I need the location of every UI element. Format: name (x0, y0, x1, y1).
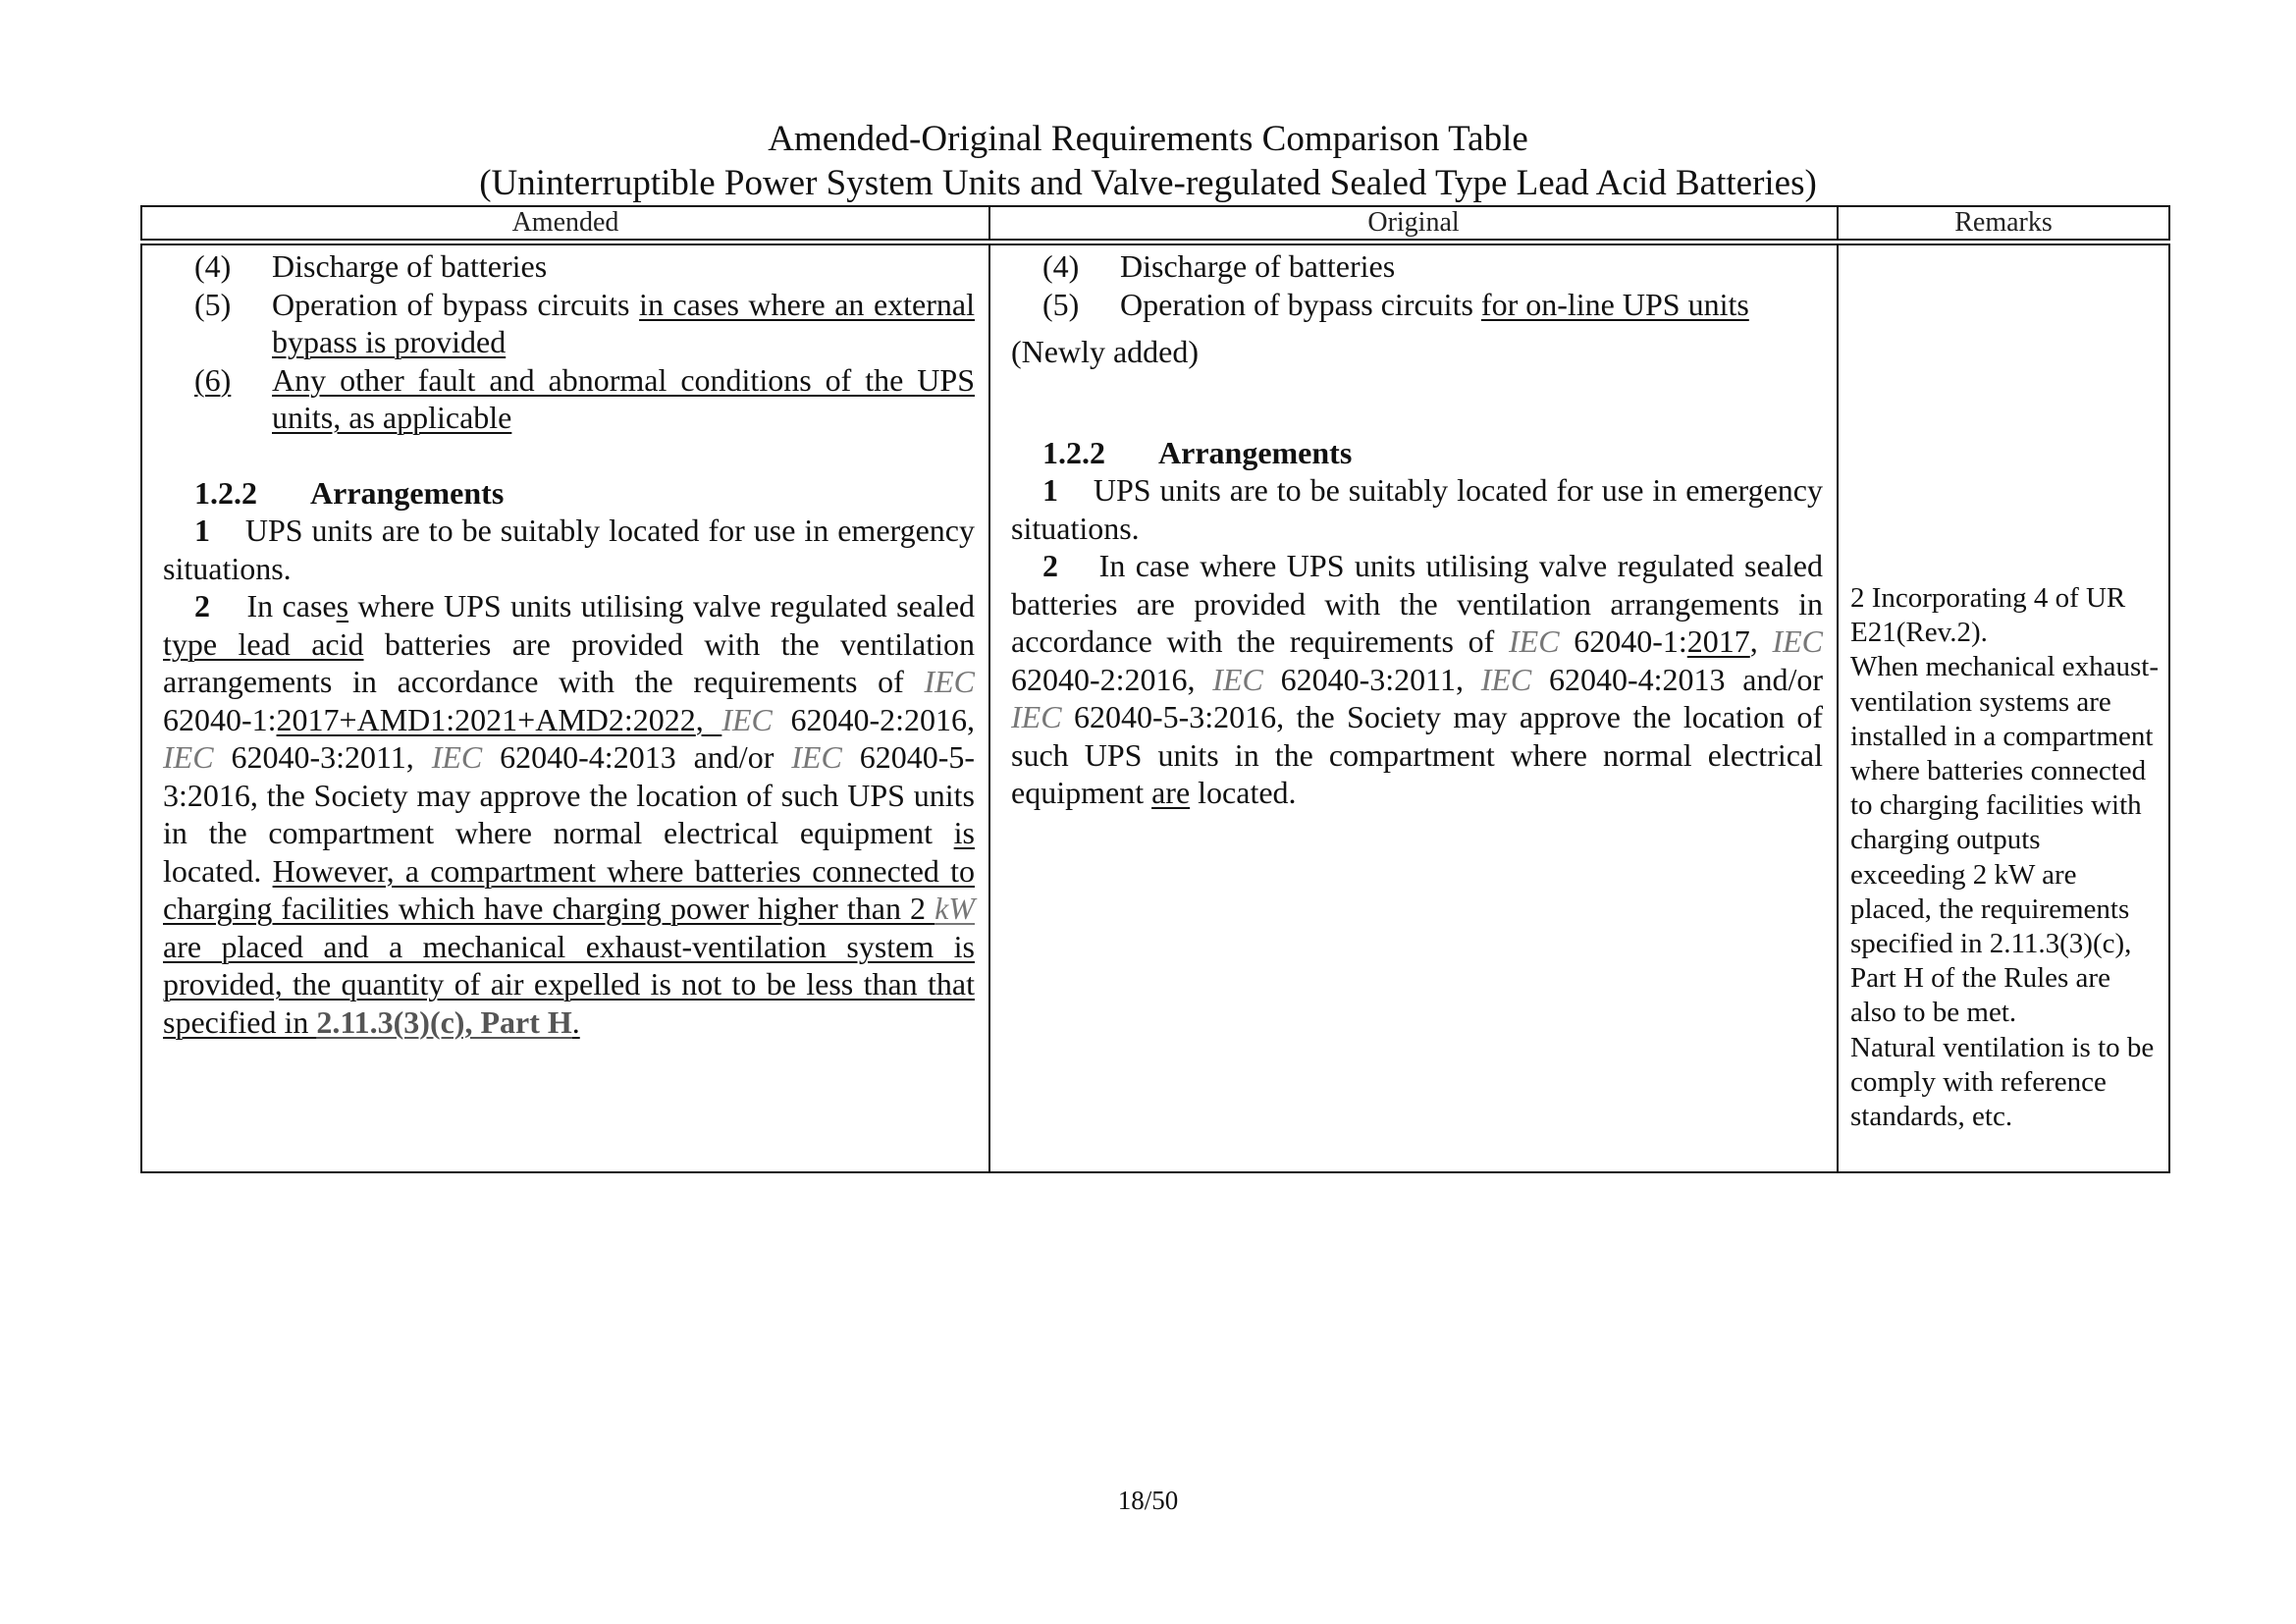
header-amended: Amended (142, 207, 990, 239)
page-number: 18/50 (1117, 1486, 1179, 1515)
amended-text-change: in cases where an external bypass is provided (272, 286, 976, 359)
remarks-text (1850, 581, 2161, 1134)
original-text-change: for on-line UPS units (1480, 286, 1749, 322)
table-header-row (140, 205, 2170, 241)
amended-section-heading: 1.2.2 Arrangements (194, 474, 505, 511)
original-column (990, 245, 1839, 1171)
amended-item-5: (5) Operation of bypass circuits in cases where an external bypass is provided (194, 286, 976, 359)
amended-item-4: (4) Discharge of batteries (194, 248, 548, 284)
header-original: Original (990, 207, 1839, 239)
amended-item-6: (6) Any other fault and abnormal conditions of the UPS units, as applicable (194, 361, 975, 435)
original-paragraph-1: 1 UPS units are to be suitably located for use in emergency situations. (1011, 472, 1824, 546)
original-newly-added-note: (Newly added) (1011, 334, 1200, 369)
document-title: Amended-Original Requirements Comparison Table (768, 119, 1528, 159)
amended-paragraph-1: 1 UPS units are to be suitably located for use in emergency situations. (163, 513, 976, 586)
original-item-4: (4) Discharge of batteries (1042, 248, 1396, 284)
remarks-column (1839, 245, 2168, 1171)
header-remarks: Remarks (1954, 207, 2053, 238)
comparison-table-body (140, 244, 2170, 1173)
original-item-5: (5) Operation of bypass circuits for on-line UPS units (1042, 286, 1749, 322)
original-paragraph-2: 2 In case where UPS units utilising valve regulated sealed batteries are provided with the ventilation arrangements in accordance with the requirements of IEC 62040-1:2017, IEC 62040-2:2016, IEC 62040-3:2011, IEC 62040-4:2013 and/or IEC 62040-5-3:2016, the Society may approve the location of such UPS units in the compartment where normal electrical equipment are located. (1011, 548, 1824, 810)
amended-column (142, 245, 990, 1171)
remark-line-3: Natural ventilation is to be comply with reference standards, etc. (1850, 1031, 2155, 1133)
remark-line-2: When mechanical exhaust-ventilation systems are installed in a compartment where batteries connected to charging facilities with charging outputs exceeding 2 kW are placed, the requirements specified in 2.11.3(3)(c), Part H of the Rules are also to be met. (1850, 651, 2160, 1029)
remark-line-1: 2 Incorporating 4 of UR E21(Rev.2). (1850, 582, 2126, 649)
amended-paragraph-2: 2 In cases where UPS units utilising valve regulated sealed type lead acid batteries are provided with the ventilation arrangements in accordance with the requirements of IEC 62040-1:2017+AMD1:2021+AMD2:2022, IEC 62040-2:2016, IEC 62040-3:2011, IEC 62040-4:2013 and/or IEC 62040-5-3:2016, the Society may approve the location of such UPS units in the compartment where normal electrical equipment is located. However, a compartment where batteries connected to charging facilities which have charging power higher than 2 kW are placed and a mechanical exhaust-ventilation system is provided, the quantity of air expelled is not to be less than that specified in 2.11.3(3)(c), Part H. (163, 588, 976, 1040)
document-subtitle: (Uninterruptible Power System Units and Valve-regulated Sealed Type Lead Acid Batteries) (479, 163, 1817, 203)
original-section-heading: 1.2.2 Arrangements (1042, 434, 1353, 470)
